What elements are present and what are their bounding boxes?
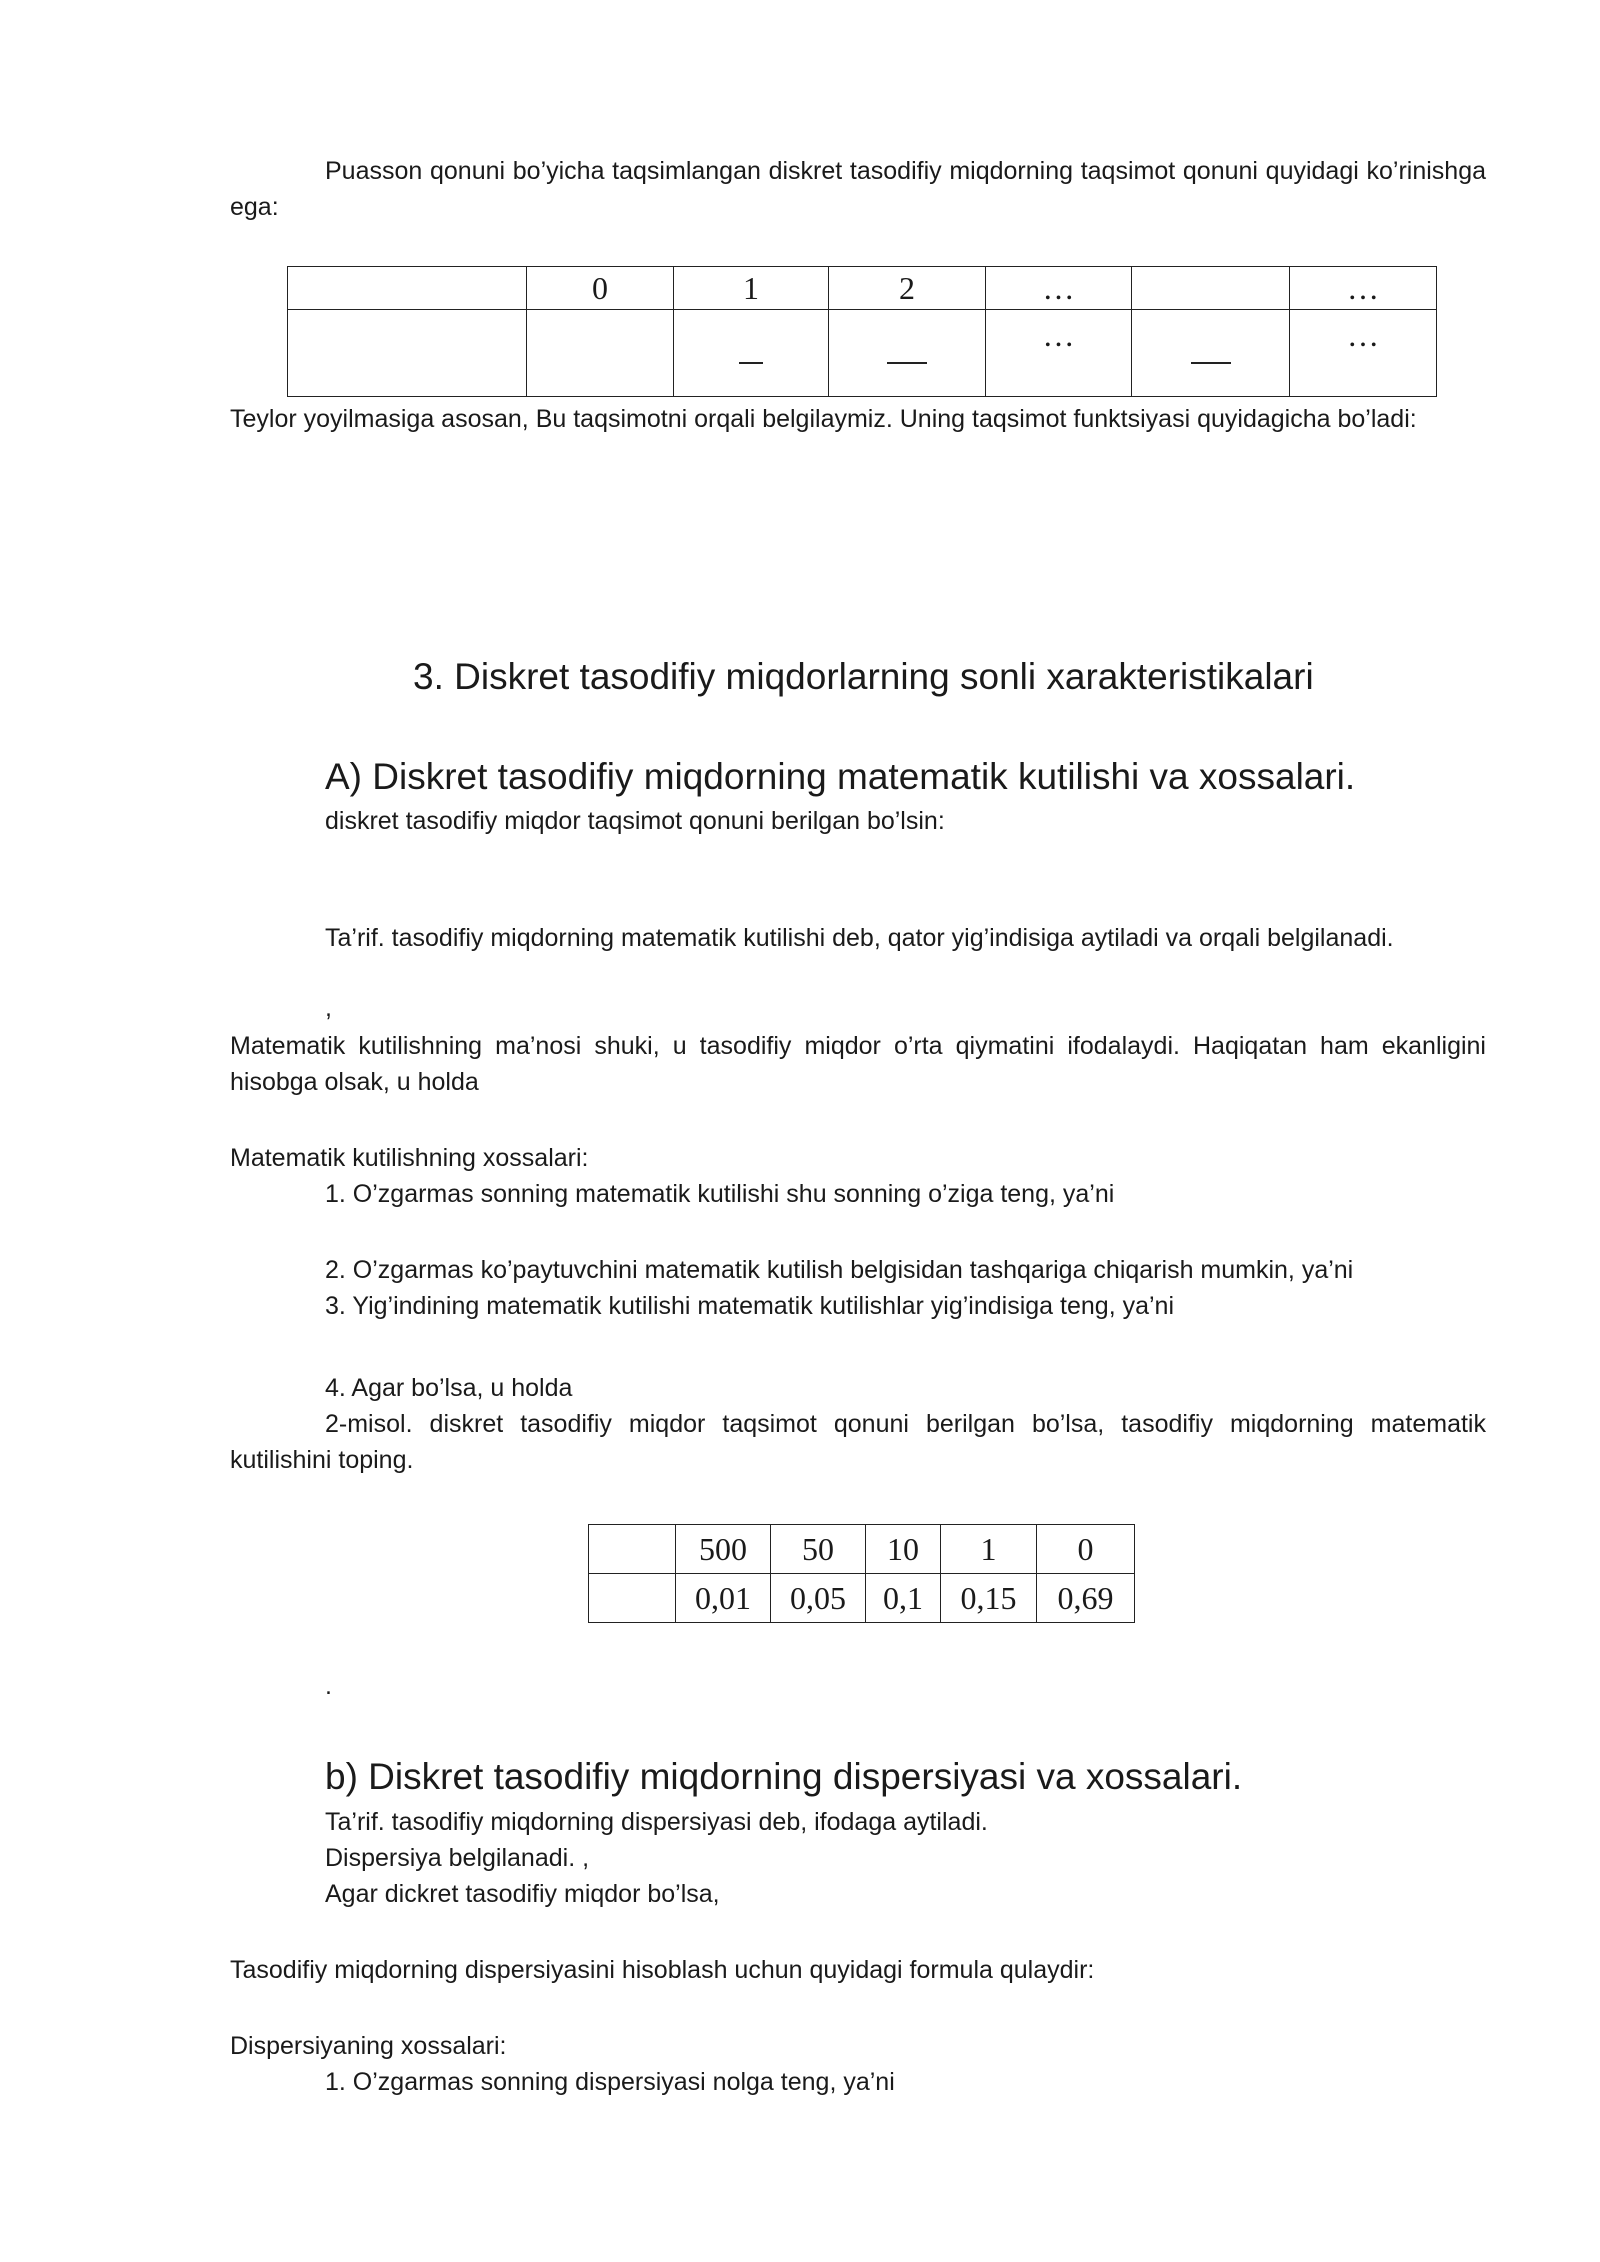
text-line: Dispersiya belgilanadi. , bbox=[325, 1844, 590, 1872]
meaning-paragraph: Matematik kutilishning ma’nosi shuki, u tasodifiy miqdor o’rta qiymatini ifodalaydi. Haqiqatan ham ekanligini hisobga olsak, u holda bbox=[230, 1032, 1486, 1096]
table-cell: 0,15 bbox=[941, 1574, 1037, 1623]
table-cell bbox=[1132, 267, 1290, 310]
text-line: , bbox=[325, 994, 332, 1022]
section-heading: 3. Diskret tasodifiy miqdorlarning sonli xarakteristikalari bbox=[413, 656, 1314, 697]
table-cell bbox=[1290, 310, 1437, 397]
table-cell: 0,69 bbox=[1037, 1574, 1135, 1623]
table-cell: 0,05 bbox=[771, 1574, 866, 1623]
property-item: 1. O’zgarmas sonning matematik kutilishi shu sonning o’ziga teng, ya’ni bbox=[325, 1180, 1115, 1208]
properties-title: Matematik kutilishning xossalari: bbox=[230, 1144, 589, 1172]
table-cell bbox=[589, 1525, 676, 1574]
poisson-distribution-table bbox=[287, 266, 1437, 397]
table-cell: 0 bbox=[1037, 1525, 1135, 1574]
table-cell: 10 bbox=[866, 1525, 941, 1574]
table-cell bbox=[527, 310, 674, 397]
example-paragraph: 2-misol. diskret tasodifiy miqdor taqsimot qonuni berilgan bo’lsa, tasodifiy miqdorning matematik kutilishini toping. bbox=[230, 1410, 1486, 1474]
example-distribution-table bbox=[588, 1524, 1135, 1623]
taylor-paragraph: Teylor yoyilmasiga asosan, Bu taqsimotni orqali belgilaymiz. Uning taqsimot funktsiyasi quyidagicha bo’ladi: bbox=[230, 405, 1417, 433]
property-item: 2. O’zgarmas ko’paytuvchini matematik kutilish belgisidan tashqariga chiqarish mumkin, ya’ni bbox=[325, 1256, 1354, 1284]
table-row bbox=[589, 1525, 1135, 1574]
table-cell bbox=[589, 1574, 676, 1623]
table-cell bbox=[1132, 310, 1290, 397]
table-cell: … bbox=[986, 267, 1132, 310]
table-cell: 500 bbox=[676, 1525, 771, 1574]
table-cell: 0 bbox=[527, 267, 674, 310]
table-row bbox=[288, 267, 1437, 310]
text-line: . bbox=[325, 1672, 332, 1700]
table-cell: 2 bbox=[829, 267, 986, 310]
table-cell: … bbox=[1290, 267, 1437, 310]
table-cell bbox=[674, 310, 829, 397]
text-line: diskret tasodifiy miqdor taqsimot qonuni berilgan bo’lsin: bbox=[325, 807, 945, 835]
table-row bbox=[288, 310, 1437, 397]
intro-paragraph: Puasson qonuni bo’yicha taqsimlangan diskret tasodifiy miqdorning taqsimot qonuni quyidagi ko’rinishga ega: bbox=[230, 157, 1486, 221]
fraction-bar bbox=[1191, 362, 1231, 364]
fraction-bar bbox=[739, 362, 763, 364]
table-cell bbox=[288, 267, 527, 310]
text-line: Tasodifiy miqdorning dispersiyasini hisoblash uchun quyidagi formula qulaydir: bbox=[230, 1956, 1095, 1984]
property-item: 1. O’zgarmas sonning dispersiyasi nolga teng, ya’ni bbox=[325, 2068, 895, 2096]
ellipsis: … bbox=[1347, 316, 1379, 353]
table-cell: 1 bbox=[941, 1525, 1037, 1574]
subsection-heading-a: A) Diskret tasodifiy miqdorning matematik kutilishi va xossalari. bbox=[325, 756, 1356, 797]
ellipsis: … bbox=[1042, 316, 1075, 353]
definition-paragraph: Ta’rif. tasodifiy miqdorning matematik kutilishi deb, qator yig’indisiga aytiladi va orqali belgilanadi. bbox=[325, 924, 1394, 952]
property-item: 4. Agar bo’lsa, u holda bbox=[325, 1374, 573, 1402]
table-cell bbox=[288, 310, 527, 397]
table-cell bbox=[986, 310, 1132, 397]
table-row bbox=[589, 1574, 1135, 1623]
text-line: Agar dickret tasodifiy miqdor bo’lsa, bbox=[325, 1880, 720, 1908]
text-line: Ta’rif. tasodifiy miqdorning dispersiyasi deb, ifodaga aytiladi. bbox=[325, 1808, 988, 1836]
property-item: 3. Yig’indining matematik kutilishi matematik kutilishlar yig’indisiga teng, ya’ni bbox=[325, 1292, 1174, 1320]
subsection-heading-b: b) Diskret tasodifiy miqdorning dispersiyasi va xossalari. bbox=[325, 1756, 1243, 1797]
fraction-bar bbox=[887, 362, 927, 364]
table-cell bbox=[829, 310, 986, 397]
table-cell: 50 bbox=[771, 1525, 866, 1574]
table-cell: 0,1 bbox=[866, 1574, 941, 1623]
table-cell: 1 bbox=[674, 267, 829, 310]
properties-title: Dispersiyaning xossalari: bbox=[230, 2032, 507, 2060]
table-cell: 0,01 bbox=[676, 1574, 771, 1623]
